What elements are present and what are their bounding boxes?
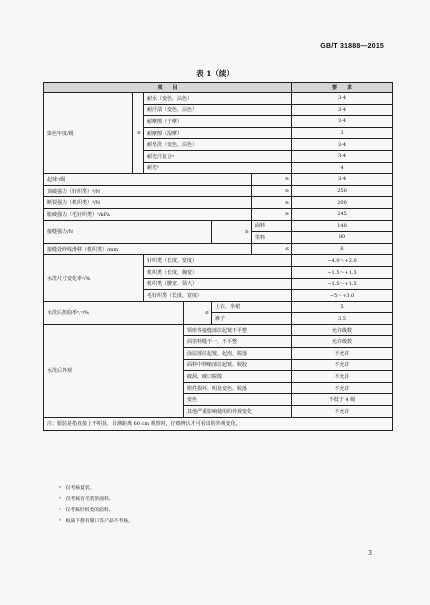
requirement-value: 5 xyxy=(292,301,393,313)
item-label: 起球ᶜ/级 xyxy=(44,174,252,186)
item-label: 接缝处纱线滑移（机织类）/mm xyxy=(44,243,252,255)
group-op: ≥ xyxy=(133,93,144,174)
requirement-value: 3-4 xyxy=(292,174,393,186)
item-op: ≥ xyxy=(212,220,252,243)
requirement-value: 6 xyxy=(292,243,393,255)
sub-item: 耐摩擦（湿摩） xyxy=(144,127,292,139)
group-label: 染色牢度/级 xyxy=(44,93,133,174)
requirement-value: 80 xyxy=(292,232,393,244)
sub-item: 耐水（变色、沾色） xyxy=(144,93,292,105)
table-row xyxy=(44,93,393,105)
requirement-value: −1.5～+1.5 xyxy=(292,278,393,290)
sub-item: 面里料缝不一，不平整 xyxy=(184,336,292,348)
page-number: 3 xyxy=(368,550,372,557)
requirement-value: 3-4 xyxy=(292,150,393,162)
group-label: 水洗后外观 xyxy=(44,324,184,417)
table-row xyxy=(44,185,393,197)
sub-item: 毛针织类（长度、宽度） xyxy=(144,290,292,302)
footnote: ᵇ 仅考核有毛装的面料。 xyxy=(59,497,114,502)
sub-item: 领座等接缝部位起皱不平整 xyxy=(184,324,292,336)
footnote: ᶜ 仅考核针织类的面料。 xyxy=(59,508,114,513)
sub-item: 里料 xyxy=(252,232,292,244)
requirement-value: 140 xyxy=(292,220,393,232)
requirement-value: 3-4 xyxy=(292,104,393,116)
table-header-row xyxy=(44,83,393,93)
requirements-table xyxy=(43,82,393,431)
requirement-value: 3 xyxy=(292,127,393,139)
sub-item: 耐汗渍（变色、沾色） xyxy=(144,104,292,116)
sub-item: 耐摩擦（干摩） xyxy=(144,116,292,128)
sub-item: 机织类（腰宽、领大） xyxy=(144,278,292,290)
sub-item: 面料 xyxy=(252,220,292,232)
sub-item: 变色 xyxy=(184,394,292,406)
sub-item: 涂层部位起皱、起泡、脱落 xyxy=(184,348,292,360)
item-op: ≥ xyxy=(252,185,292,197)
sub-item: 上衣、伞裙 xyxy=(212,301,292,313)
item-op: ≤ xyxy=(252,243,292,255)
item-op: ≤ xyxy=(184,301,212,324)
requirement-value: 不低于 4 级 xyxy=(292,394,393,406)
sub-item: 破洞、破口脱散 xyxy=(184,371,292,383)
requirement-value: 250 xyxy=(292,185,393,197)
requirement-value: 不允许 xyxy=(292,371,393,383)
header-item: 项 目 xyxy=(44,83,292,93)
group-label: 水洗尺寸变化率ᵉ/% xyxy=(44,255,144,301)
requirement-value: 200 xyxy=(292,197,393,209)
item-op: ≥ xyxy=(252,174,292,186)
requirement-value: 允许级数 xyxy=(292,324,393,336)
requirement-value: −4.0～+2.0 xyxy=(292,255,393,267)
table-row xyxy=(44,243,393,255)
table-row xyxy=(44,324,393,336)
requirement-value: 允许级数 xyxy=(292,336,393,348)
requirement-value: 不允许 xyxy=(292,382,393,394)
requirement-value: 4 xyxy=(292,162,393,174)
sub-item: 裤子 xyxy=(212,313,292,325)
table-note: 注：服装是指直接上不明显，目测距离 60 cm 观察时，仔细辨认才可看出的外观变化。 xyxy=(44,417,393,430)
requirement-value: 3-4 xyxy=(292,116,393,128)
table-title: 表 1（续） xyxy=(196,69,234,78)
item-label: 接缝强力/N xyxy=(44,220,212,243)
sub-item: 针织类（长度、宽度） xyxy=(144,255,292,267)
standard-number: GB/T 31888—2015 xyxy=(320,43,384,50)
requirement-value: −5～+3.0 xyxy=(292,290,393,302)
sub-item: 机织类（长度、胸宽） xyxy=(144,266,292,278)
requirement-value: −1.5～+1.5 xyxy=(292,266,393,278)
sub-item: 附件损坏、明显变色、脱落 xyxy=(184,382,292,394)
requirement-value: 245 xyxy=(292,208,393,220)
sub-item: 耐光ᵇ xyxy=(144,162,292,174)
requirement-value: 3.5 xyxy=(292,313,393,325)
requirement-value: 不允许 xyxy=(292,348,393,360)
footnote: ᵈ 纸质下摆有铺口等产品不考核。 xyxy=(59,519,133,524)
table-note-row xyxy=(44,417,393,430)
table-row xyxy=(44,197,393,209)
item-op: ≥ xyxy=(252,197,292,209)
requirement-value: 3-4 xyxy=(292,93,393,105)
item-label: 胀破强力（毛针织类）ᵈ/kPa xyxy=(44,208,252,220)
requirement-value: 3-4 xyxy=(292,139,393,151)
item-label: 顶破强力（针织类）ᵈ/N xyxy=(44,185,252,197)
footnote: ᵃ 仅考核夏装。 xyxy=(59,486,95,491)
item-label: 断裂强力（机织类）ᵈ/N xyxy=(44,197,252,209)
item-label: 水洗后扭曲率ᵃ,ᵉ/% xyxy=(44,301,184,324)
sub-item: 耐光汗复合ᵃ xyxy=(144,150,292,162)
table-row xyxy=(44,301,393,313)
table-row xyxy=(44,220,393,232)
item-op: ≥ xyxy=(252,208,292,220)
table-row xyxy=(44,208,393,220)
sub-item: 面料中伸缩部位起皱、脱胶 xyxy=(184,359,292,371)
sub-item: 其他严重影响使用的外观变化 xyxy=(184,406,292,418)
requirement-value: 不允许 xyxy=(292,406,393,418)
sub-item: 耐皂洗（变色、沾色） xyxy=(144,139,292,151)
table-row xyxy=(44,174,393,186)
header-requirement: 要 求 xyxy=(292,83,393,93)
requirement-value: 不允许 xyxy=(292,359,393,371)
table-row xyxy=(44,255,393,267)
